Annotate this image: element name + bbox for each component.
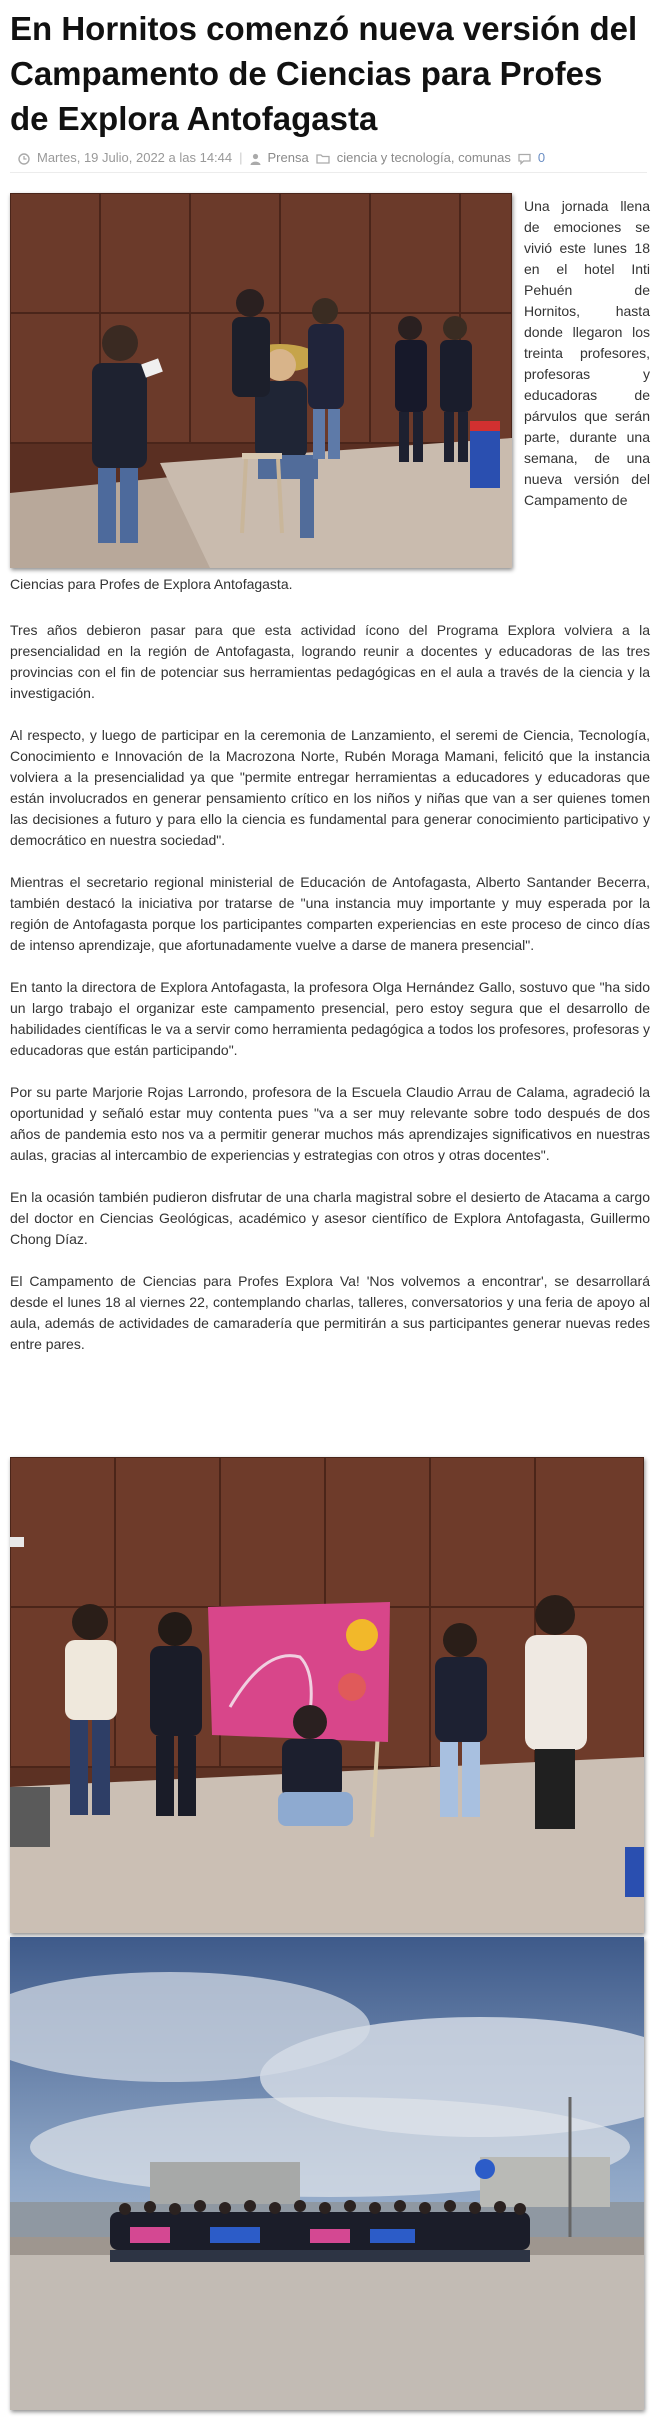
meta-separator: | bbox=[239, 150, 243, 165]
clock-icon bbox=[18, 148, 30, 168]
comment-count-link[interactable]: 0 bbox=[537, 150, 546, 165]
body-paragraph: El Campamento de Ciencias para Profes Explora Va! 'Nos volvemos a encontrar', se desarrollará desde el lunes 18 al viernes 22, contemplando charlas, talleres, conversatorios y una feria de apoyo al aula, además de actividades de camaradería que permitirán a sus participantes generar nuevas redes entre pares. bbox=[10, 1273, 650, 1352]
photo-group-outdoors bbox=[10, 1937, 644, 2410]
body-paragraph: Al respecto, y luego de participar en la ceremonia de Lanzamiento, el seremi de Ciencia, Tecnología, Conocimiento e Innovación de la Macrozona Norte, Rubén Moraga Mamani, felicitó que la instancia volviera a la presencialidad ya que "permite entregar herramientas a educadores y educadoras que están involucrados en generar pensamiento crítico en los niños y niñas que van a ser quienes tomen las decisiones a futuro y para ello la ciencia es fundamental para generar conocimiento participativo y democrático en nuestra sociedad". bbox=[10, 727, 650, 848]
post-meta bbox=[18, 147, 646, 169]
user-icon bbox=[250, 148, 261, 168]
article-title: En Hornitos comenzó nueva versión del Campamento de Ciencias para Profes de Explora Antofagasta bbox=[10, 10, 638, 137]
photo-group-with-flag bbox=[10, 1457, 644, 1933]
folder-icon bbox=[316, 148, 330, 168]
post-date: Martes, 19 Julio, 2022 a las 14:44 bbox=[37, 150, 233, 165]
lead-paragraph-tail: Ciencias para Profes de Explora Antofagasta. bbox=[10, 576, 293, 592]
post-categories-link[interactable]: ciencia y tecnología, comunas bbox=[336, 150, 511, 165]
meta-divider bbox=[10, 172, 647, 173]
body-paragraph: En la ocasión también pudieron disfrutar de una charla magistral sobre el desierto de Atacama a cargo del doctor en Ciencias Geológicas, académico y asesor científico de Explora Antofagasta, Guillermo Chong Díaz. bbox=[10, 1189, 650, 1247]
body-paragraph: En tanto la directora de Explora Antofagasta, la profesora Olga Hernández Gallo, sostuvo que "ha sido un largo trabajo el organizar este campamento presencial, pero estoy segura que el desarrollo de habilidades científicas le va a servir como herramienta pedagógica a todos los profesores, profesoras y educadoras que están participando". bbox=[10, 979, 650, 1058]
post-author-link[interactable]: Prensa bbox=[267, 150, 309, 165]
body-paragraph: Mientras el secretario regional ministerial de Educación de Antofagasta, Alberto Santander Becerra, también destacó la iniciativa por tratarse de "una instancia muy importante y muy esperada por la región de Antofagasta porque los participantes comparten experiencias en este proceso de cinco días de intenso aprendizaje, que afortunadamente vuelve a darse de manera presencial". bbox=[10, 874, 650, 953]
comment-icon bbox=[518, 148, 531, 168]
body-paragraph: Por su parte Marjorie Rojas Larrondo, profesora de la Escuela Claudio Arrau de Calama, agradeció la oportunidad y señaló estar muy contenta pues "va a ser muy relevante sobre todo después de dos años de pandemia esto nos va a permitir generar muchos más aprendizajes significativos en nuestras aulas, gracias al intercambio de experiencias y estrategias con otros y otras docentes". bbox=[10, 1084, 650, 1163]
lead-paragraph-wrapped: Una jornada llena de emociones se vivió este lunes 18 en el hotel Inti Pehuén de Hornitos, hasta donde llegaron los treinta profesores, profesoras y educadoras de párvulos que serán parte, durante una semana, de una nueva versión del Campamento de bbox=[524, 198, 650, 508]
article-body bbox=[10, 620, 650, 1376]
body-paragraph: Tres años debieron pasar para que esta actividad ícono del Programa Explora volviera a la presencialidad en la región de Antofagasta, logrando reunir a docentes y educadoras de las tres provincias con el fin de potenciar sus herramientas pedagógicas en el aula a través de la ciencia y la investigación. bbox=[10, 622, 650, 701]
photo-launch-ceremony bbox=[10, 193, 512, 568]
